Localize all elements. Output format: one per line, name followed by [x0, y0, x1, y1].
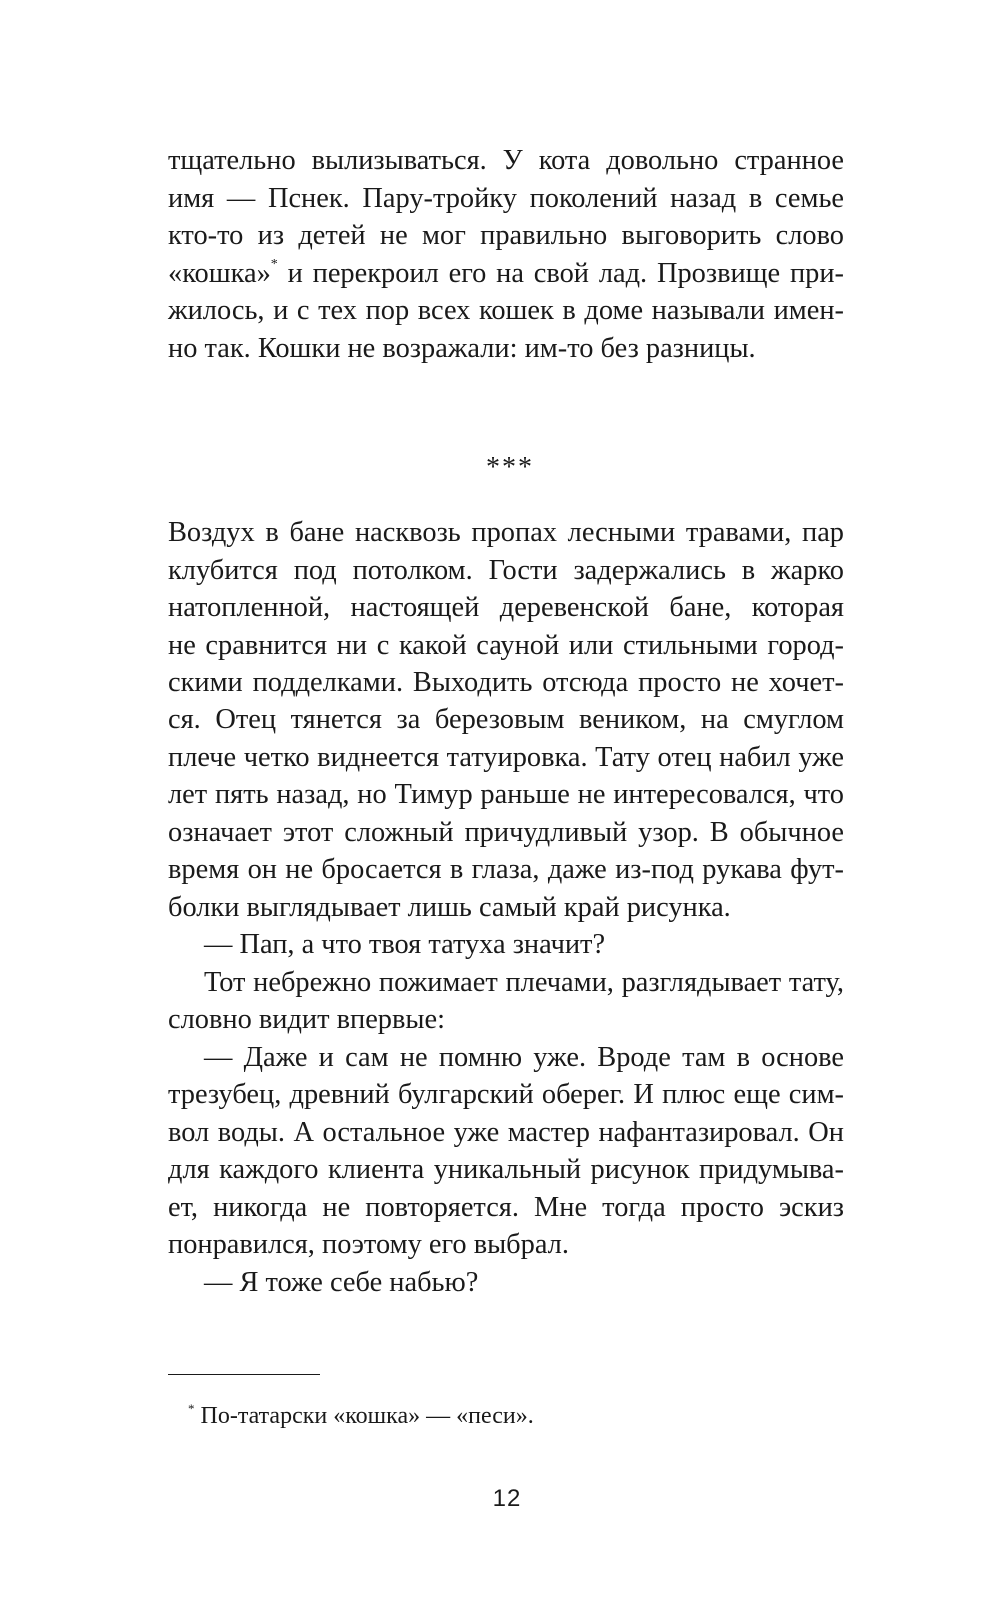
footnote-reference[interactable]: *: [270, 257, 278, 272]
text-line: словно видит впервые:: [168, 1004, 445, 1035]
text-line: Тот небрежно пожимает плечами, разглядывает тату,: [204, 967, 844, 998]
text-line: жилось, и с тех пор всех кошек в доме называли имен-: [168, 295, 844, 326]
scene-separator: ***: [486, 452, 534, 483]
text-line: плече четко виднеется татуировка. Тату отец набил уже: [168, 742, 844, 773]
text-line: ет, никогда не повторяется. Мне тогда просто эскиз: [168, 1192, 844, 1223]
text-line: но так. Кошки не возражали: им-то без разницы.: [168, 333, 756, 364]
text-line: натопленной, настоящей деревенской бане, которая: [168, 592, 844, 623]
footnote: [188, 1400, 534, 1432]
dialogue-line: — Даже и сам не помню уже. Вроде там в основе: [204, 1042, 844, 1073]
text-line: кто-то из детей не мог правильно выговорить слово: [168, 220, 844, 251]
dialogue-line: — Пап, а что твоя татуха значит?: [204, 929, 606, 960]
text-line: Воздух в бане насквозь пропах лесными травами, пар: [168, 517, 844, 548]
footnote-text: По-татарски «кошка» — «песи».: [200, 1403, 534, 1429]
text-line: для каждого клиента уникальный рисунок придумыва-: [168, 1154, 844, 1185]
dialogue-line: — Я тоже себе набью?: [204, 1267, 479, 1298]
text-line: клубится под потолком. Гости задержались в жарко: [168, 555, 844, 586]
text-line: время он не бросается в глаза, даже из-под рукава фут-: [168, 854, 844, 885]
footnoted-word: «кошка»: [168, 258, 271, 289]
text-line: скими подделками. Выходить отсюда просто не хочет-: [168, 667, 844, 698]
page-number: 12: [492, 1485, 522, 1512]
footnote-mark: *: [188, 1401, 195, 1416]
footnote-divider: [168, 1374, 320, 1375]
text-line: не сравнится ни с какой сауной или стильными город-: [168, 630, 844, 661]
text-line-with-footnote-ref: [168, 255, 844, 293]
text-line: ся. Отец тянется за березовым веником, на смуглом: [168, 704, 844, 735]
text-line: имя — Пснек. Пару-тройку поколений назад в семье: [168, 183, 844, 214]
text-line: трезубец, древний булгарский оберег. И плюс еще сим-: [168, 1079, 844, 1110]
text-line: тщательно вылизываться. У кота довольно странное: [168, 145, 844, 176]
text-line: означает этот сложный причудливый узор. В обычное: [168, 817, 844, 848]
text-line: болки выглядывает лишь самый край рисунка.: [168, 892, 731, 923]
text-line: лет пять назад, но Тимур раньше не интересовался, что: [168, 779, 844, 810]
text-line: понравился, поэтому его выбрал.: [168, 1229, 569, 1260]
text-fragment: и перекроил его на свой лад. Прозвище при-: [287, 258, 844, 289]
text-line: вол воды. А остальное уже мастер нафантазировал. Он: [168, 1117, 844, 1148]
